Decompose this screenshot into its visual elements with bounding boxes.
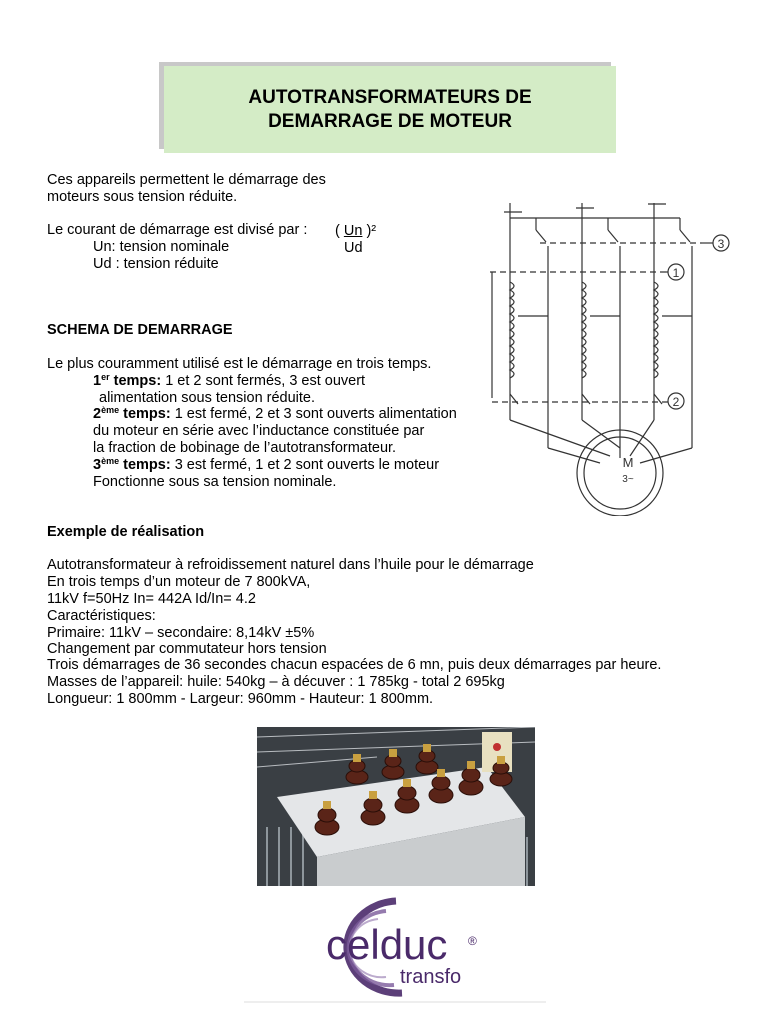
logo-brand: celduc	[326, 921, 448, 968]
formula-fraction	[335, 223, 376, 240]
example-line-3: 11kV f=50Hz In= 442A Id/In= 4.2	[47, 591, 256, 607]
step-1-line-2: alimentation sous tension réduite.	[99, 390, 316, 406]
logo-registered: ®	[468, 934, 477, 948]
example-line-6: Changement par commutateur hors tension	[47, 641, 327, 657]
formula-label: Le courant de démarrage est divisé par :	[47, 222, 308, 238]
step-1-label: temps:	[113, 373, 162, 389]
definition-un: Un: tension nominale	[93, 239, 230, 255]
transformer-photo	[257, 727, 535, 886]
formula-close: )²	[366, 223, 377, 239]
definition-ud: Ud : tension réduite	[93, 256, 219, 272]
example-line-7: Trois démarrages de 36 secondes chacun espacées de 6 mn, puis deux démarrages par heure.	[47, 657, 662, 673]
motor-phase: 3~	[622, 474, 634, 485]
formula-numerator: Un	[343, 223, 363, 239]
step-2-line	[93, 406, 457, 423]
formula-denominator: Ud	[344, 240, 363, 256]
step-1-sup: er	[101, 372, 110, 382]
step-2-label: temps:	[123, 406, 171, 422]
step-2-sup: ème	[101, 405, 120, 415]
step-1-text: 1 et 2 sont fermés, 3 est ouvert	[165, 373, 366, 389]
step-2-line-2: du moteur en série avec l’inductance constituée par	[93, 423, 425, 439]
schema-intro: Le plus couramment utilisé est le démarrage en trois temps.	[47, 356, 432, 372]
step-3-line	[93, 457, 439, 474]
page-title	[164, 66, 616, 153]
motor-label: M	[622, 455, 634, 470]
step-3-sup: ème	[101, 456, 120, 466]
step-3-line-2: Fonctionne sous sa tension nominale.	[93, 474, 337, 490]
logo-sub: transfo	[400, 966, 462, 988]
step-2-number: 2	[93, 406, 102, 422]
example-line-8: Masses de l’appareil: huile: 540kg – à décuver : 1 785kg - total 2 695kg	[47, 674, 505, 690]
step-2-line-3: la fraction de bobinage de l’autotransformateur.	[93, 440, 397, 456]
intro-line-1: Ces appareils permettent le démarrage des	[47, 172, 326, 188]
step-2-text: 1 est fermé, 2 et 3 sont ouverts alimentation	[174, 406, 457, 422]
title-line-2: DEMARRAGE DE MOTEUR	[268, 110, 512, 132]
example-line-5: Primaire: 11kV – secondaire: 8,14kV ±5%	[47, 625, 315, 641]
switch-label-3: 3	[717, 237, 725, 251]
switch-label-1: 1	[672, 266, 680, 280]
step-1-number: 1	[93, 373, 102, 389]
example-line-4: Caractéristiques:	[47, 608, 156, 624]
schema-heading: SCHEMA DE DEMARRAGE	[47, 322, 233, 338]
step-3-text: 3 est fermé, 1 et 2 sont ouverts le moteur	[174, 457, 440, 473]
formula-open: (	[335, 223, 340, 239]
title-line-1: AUTOTRANSFORMATEURS DE	[248, 86, 532, 108]
example-line-2: En trois temps d’un moteur de 7 800kVA,	[47, 574, 311, 590]
intro-line-2: moteurs sous tension réduite.	[47, 189, 238, 205]
switch-label-2: 2	[672, 395, 680, 409]
step-3-label: temps:	[123, 457, 171, 473]
step-3-number: 3	[93, 457, 102, 473]
starting-schematic-diagram	[490, 198, 730, 516]
step-1-line	[93, 373, 365, 390]
example-line-1: Autotransformateur à refroidissement naturel dans l’huile pour le démarrage	[47, 557, 534, 573]
celduc-transfo-logo	[244, 893, 546, 1003]
example-heading: Exemple de réalisation	[47, 524, 205, 540]
example-line-9: Longueur: 1 800mm - Largeur: 960mm - Hauteur: 1 800mm.	[47, 691, 434, 707]
